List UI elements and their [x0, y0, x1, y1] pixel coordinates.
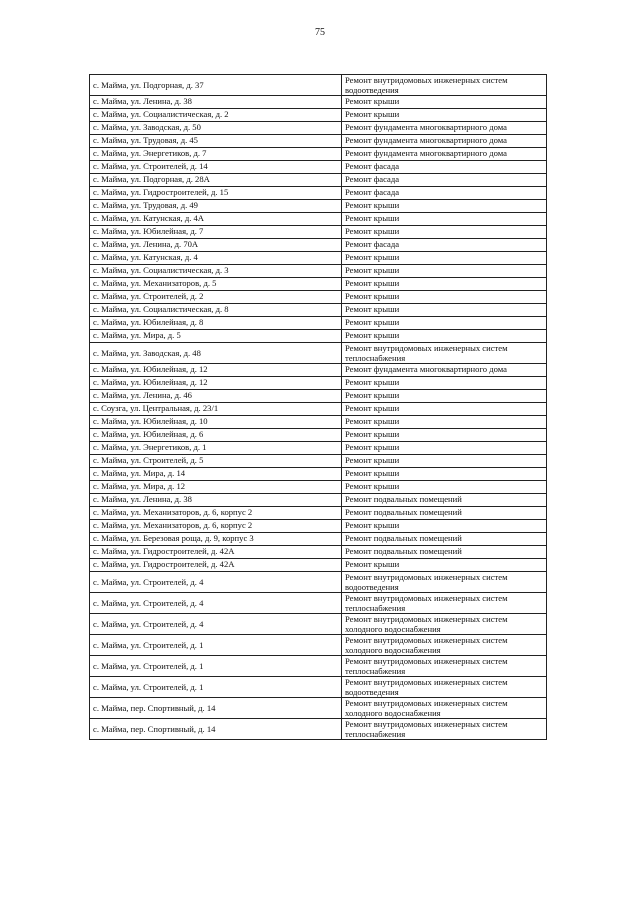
address-cell: с. Майма, ул. Механизаторов, д. 6, корпус 2 [90, 507, 342, 520]
work-type-cell: Ремонт крыши [342, 96, 547, 109]
table-row [90, 429, 547, 442]
work-type-cell: Ремонт крыши [342, 252, 547, 265]
work-type-cell: Ремонт подвальных помещений [342, 507, 547, 520]
work-type-cell: Ремонт фундамента многоквартирного дома [342, 135, 547, 148]
work-type-cell: Ремонт фасада [342, 174, 547, 187]
address-cell: с. Майма, ул. Гидростроителей, д. 42А [90, 559, 342, 572]
work-type-cell: Ремонт фундамента многоквартирного дома [342, 122, 547, 135]
work-type-cell: Ремонт подвальных помещений [342, 546, 547, 559]
work-type-cell: Ремонт внутридомовых инженерных систем водоотведения [342, 75, 547, 96]
table-row [90, 200, 547, 213]
address-cell: с. Майма, ул. Мира, д. 5 [90, 330, 342, 343]
table-row [90, 614, 547, 635]
table-row [90, 442, 547, 455]
work-type-cell: Ремонт крыши [342, 226, 547, 239]
table-row [90, 226, 547, 239]
work-type-cell: Ремонт фундамента многоквартирного дома [342, 364, 547, 377]
table-row [90, 481, 547, 494]
work-type-cell: Ремонт внутридомовых инженерных систем теплоснабжения [342, 593, 547, 614]
work-type-cell: Ремонт внутридомовых инженерных систем холодного водоснабжения [342, 635, 547, 656]
work-type-cell: Ремонт крыши [342, 403, 547, 416]
table-row [90, 377, 547, 390]
table-row [90, 239, 547, 252]
table-row [90, 520, 547, 533]
work-type-cell: Ремонт фасада [342, 161, 547, 174]
table-row [90, 135, 547, 148]
address-cell: с. Майма, ул. Катунская, д. 4А [90, 213, 342, 226]
repair-works-table-body [90, 75, 547, 740]
address-cell: с. Майма, ул. Строителей, д. 4 [90, 572, 342, 593]
address-cell: с. Майма, ул. Мира, д. 14 [90, 468, 342, 481]
address-cell: с. Майма, ул. Заводская, д. 48 [90, 343, 342, 364]
table-row [90, 572, 547, 593]
work-type-cell: Ремонт крыши [342, 416, 547, 429]
table-row [90, 330, 547, 343]
address-cell: с. Майма, ул. Юбилейная, д. 7 [90, 226, 342, 239]
work-type-cell: Ремонт крыши [342, 213, 547, 226]
address-cell: с. Майма, ул. Мира, д. 12 [90, 481, 342, 494]
work-type-cell: Ремонт внутридомовых инженерных систем водоотведения [342, 572, 547, 593]
address-cell: с. Майма, ул. Подгорная, д. 28А [90, 174, 342, 187]
address-cell: с. Майма, ул. Социалистическая, д. 2 [90, 109, 342, 122]
address-cell: с. Майма, ул. Ленина, д. 38 [90, 494, 342, 507]
table-row [90, 656, 547, 677]
work-type-cell: Ремонт подвальных помещений [342, 533, 547, 546]
table-row [90, 265, 547, 278]
work-type-cell: Ремонт крыши [342, 278, 547, 291]
address-cell: с. Майма, ул. Гидростроителей, д. 42А [90, 546, 342, 559]
table-row [90, 507, 547, 520]
work-type-cell: Ремонт крыши [342, 429, 547, 442]
work-type-cell: Ремонт крыши [342, 455, 547, 468]
table-row [90, 343, 547, 364]
work-type-cell: Ремонт фасада [342, 187, 547, 200]
address-cell: с. Майма, ул. Энергетиков, д. 1 [90, 442, 342, 455]
table-row [90, 559, 547, 572]
address-cell: с. Майма, ул. Строителей, д. 1 [90, 656, 342, 677]
table-row [90, 698, 547, 719]
work-type-cell: Ремонт крыши [342, 390, 547, 403]
table-row [90, 187, 547, 200]
table-row [90, 148, 547, 161]
address-cell: с. Майма, ул. Подгорная, д. 37 [90, 75, 342, 96]
address-cell: с. Майма, ул. Строителей, д. 4 [90, 614, 342, 635]
address-cell: с. Майма, ул. Юбилейная, д. 12 [90, 364, 342, 377]
work-type-cell: Ремонт крыши [342, 442, 547, 455]
work-type-cell: Ремонт крыши [342, 481, 547, 494]
work-type-cell: Ремонт крыши [342, 317, 547, 330]
address-cell: с. Майма, ул. Строителей, д. 1 [90, 677, 342, 698]
address-cell: с. Майма, ул. Катунская, д. 4 [90, 252, 342, 265]
table-row [90, 213, 547, 226]
table-row [90, 494, 547, 507]
table-row [90, 416, 547, 429]
address-cell: с. Майма, ул. Механизаторов, д. 5 [90, 278, 342, 291]
address-cell: с. Майма, ул. Энергетиков, д. 7 [90, 148, 342, 161]
address-cell: с. Майма, ул. Юбилейная, д. 10 [90, 416, 342, 429]
table-row [90, 291, 547, 304]
work-type-cell: Ремонт крыши [342, 200, 547, 213]
table-row [90, 278, 547, 291]
address-cell: с. Майма, ул. Строителей, д. 14 [90, 161, 342, 174]
work-type-cell: Ремонт крыши [342, 377, 547, 390]
work-type-cell: Ремонт крыши [342, 109, 547, 122]
work-type-cell: Ремонт внутридомовых инженерных систем холодного водоснабжения [342, 614, 547, 635]
work-type-cell: Ремонт внутридомовых инженерных систем холодного водоснабжения [342, 698, 547, 719]
address-cell: с. Майма, ул. Трудовая, д. 49 [90, 200, 342, 213]
table-row [90, 304, 547, 317]
table-row [90, 455, 547, 468]
repair-works-table [89, 74, 547, 740]
address-cell: с. Майма, ул. Трудовая, д. 45 [90, 135, 342, 148]
table-row [90, 364, 547, 377]
table-row [90, 317, 547, 330]
table-row [90, 533, 547, 546]
work-type-cell: Ремонт крыши [342, 304, 547, 317]
address-cell: с. Майма, ул. Механизаторов, д. 6, корпус 2 [90, 520, 342, 533]
work-type-cell: Ремонт фундамента многоквартирного дома [342, 148, 547, 161]
table-row [90, 677, 547, 698]
work-type-cell: Ремонт крыши [342, 559, 547, 572]
table-row [90, 719, 547, 740]
work-type-cell: Ремонт крыши [342, 468, 547, 481]
address-cell: с. Майма, ул. Березовая роща, д. 9, корпус 3 [90, 533, 342, 546]
address-cell: с. Майма, ул. Строителей, д. 5 [90, 455, 342, 468]
address-cell: с. Майма, ул. Юбилейная, д. 12 [90, 377, 342, 390]
work-type-cell: Ремонт внутридомовых инженерных систем теплоснабжения [342, 719, 547, 740]
table-row [90, 75, 547, 96]
address-cell: с. Майма, пер. Спортивный, д. 14 [90, 719, 342, 740]
address-cell: с. Майма, ул. Строителей, д. 4 [90, 593, 342, 614]
address-cell: с. Майма, ул. Гидростроителей, д. 15 [90, 187, 342, 200]
work-type-cell: Ремонт фасада [342, 239, 547, 252]
address-cell: с. Соузга, ул. Центральная, д. 23/1 [90, 403, 342, 416]
work-type-cell: Ремонт подвальных помещений [342, 494, 547, 507]
address-cell: с. Майма, ул. Социалистическая, д. 8 [90, 304, 342, 317]
table-row [90, 635, 547, 656]
table-row [90, 109, 547, 122]
table-row [90, 122, 547, 135]
work-type-cell: Ремонт внутридомовых инженерных систем водоотведения [342, 677, 547, 698]
address-cell: с. Майма, ул. Ленина, д. 70А [90, 239, 342, 252]
table-row [90, 252, 547, 265]
address-cell: с. Майма, ул. Ленина, д. 46 [90, 390, 342, 403]
address-cell: с. Майма, ул. Ленина, д. 38 [90, 96, 342, 109]
work-type-cell: Ремонт крыши [342, 330, 547, 343]
work-type-cell: Ремонт крыши [342, 291, 547, 304]
address-cell: с. Майма, ул. Строителей, д. 2 [90, 291, 342, 304]
address-cell: с. Майма, ул. Социалистическая, д. 3 [90, 265, 342, 278]
address-cell: с. Майма, ул. Строителей, д. 1 [90, 635, 342, 656]
page-number: 75 [315, 27, 325, 38]
work-type-cell: Ремонт внутридомовых инженерных систем теплоснабжения [342, 343, 547, 364]
table-row [90, 161, 547, 174]
work-type-cell: Ремонт крыши [342, 520, 547, 533]
table-row [90, 403, 547, 416]
address-cell: с. Майма, ул. Юбилейная, д. 8 [90, 317, 342, 330]
address-cell: с. Майма, ул. Юбилейная, д. 6 [90, 429, 342, 442]
table-row [90, 546, 547, 559]
table-row [90, 593, 547, 614]
address-cell: с. Майма, пер. Спортивный, д. 14 [90, 698, 342, 719]
address-cell: с. Майма, ул. Заводская, д. 50 [90, 122, 342, 135]
table-row [90, 96, 547, 109]
table-row [90, 174, 547, 187]
work-type-cell: Ремонт крыши [342, 265, 547, 278]
table-row [90, 468, 547, 481]
table-row [90, 390, 547, 403]
work-type-cell: Ремонт внутридомовых инженерных систем теплоснабжения [342, 656, 547, 677]
